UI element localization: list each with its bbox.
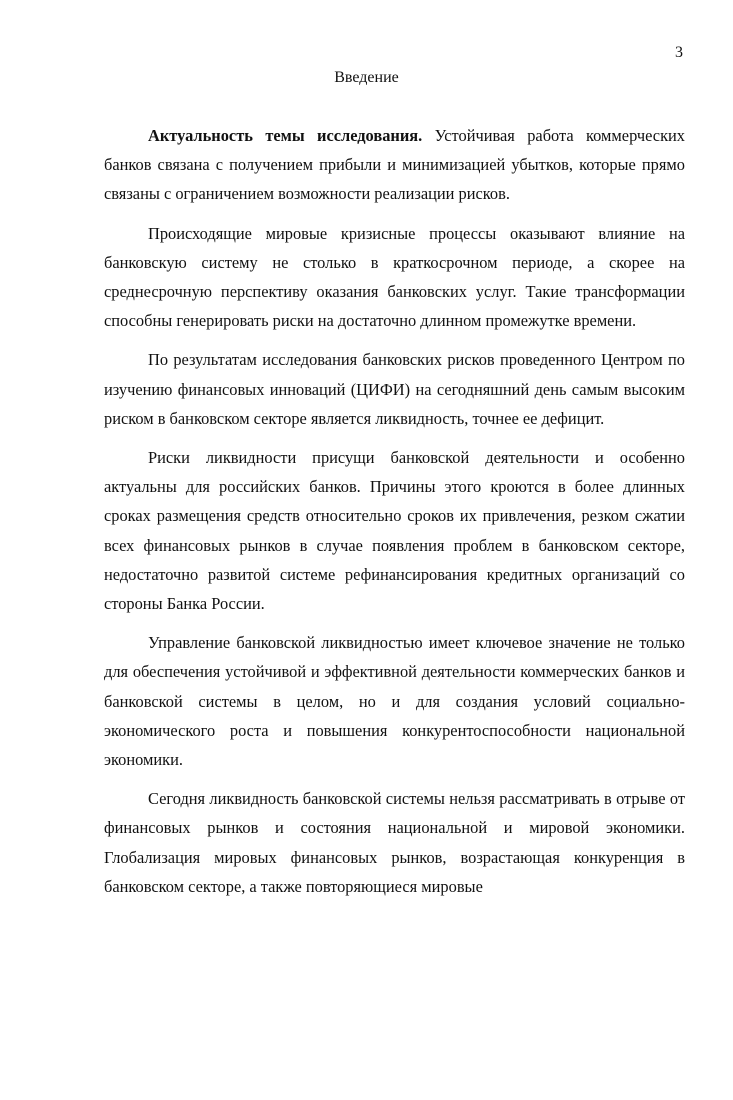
paragraph-liquidity-management: Управление банковской ликвидностью имеет ключевое значение не только для обеспечения устойчивой и эффективной деятельности коммерческих банков и банковской системы в целом, но и для создания условий социально-экономического роста и повышения конкурентоспособности национальной экономики. bbox=[104, 633, 685, 770]
paragraph-text: Устойчивая работа коммерческих банков связана с получением прибыли и минимизацией убытков, которые прямо связаны с ограничением возможности реализации рисков. bbox=[104, 126, 685, 204]
paragraph-banking-system-liquidity: Сегодня ликвидность банковской системы нельзя рассматривать в отрыве от финансовых рынков и состояния национальной и мировой экономики. Глобализация мировых финансовых рынков, возрастающая конкуренция в банковском секторе, а также повторяющиеся мировые bbox=[104, 789, 685, 896]
paragraph-liquidity-risks: Риски ликвидности присущи банковской деятельности и особенно актуальны для российских банков. Причины этого кроются в более длинных сроках размещения средств относительно сроков их привлечения, резком сжатии всех финансовых рынков в случае появления проблем в банковском секторе, недостаточно развитой системе рефинансирования кредитных организаций со стороны Банка России. bbox=[104, 448, 685, 614]
document-body bbox=[104, 121, 685, 901]
page-number: 3 bbox=[675, 44, 683, 61]
relevance-heading: Актуальность темы исследования. bbox=[148, 126, 423, 145]
paragraph-relevance bbox=[104, 121, 685, 209]
paragraph-crisis-processes: Происходящие мировые кризисные процессы оказывают влияние на банковскую систему не столько в краткосрочном периоде, а скорее на среднесрочную перспективу оказания банковских услуг. Такие трансформации способны генерировать риски на достаточно длинном промежутке времени. bbox=[104, 223, 685, 331]
page-title: Введение bbox=[334, 69, 399, 86]
paragraph-research-results: По результатам исследования банковских рисков проведенного Центром по изучению финансовых инноваций (ЦИФИ) на сегодняшний день самым высоким риском в банковском секторе является ликвидность, точнее ее дефицит. bbox=[104, 350, 685, 428]
